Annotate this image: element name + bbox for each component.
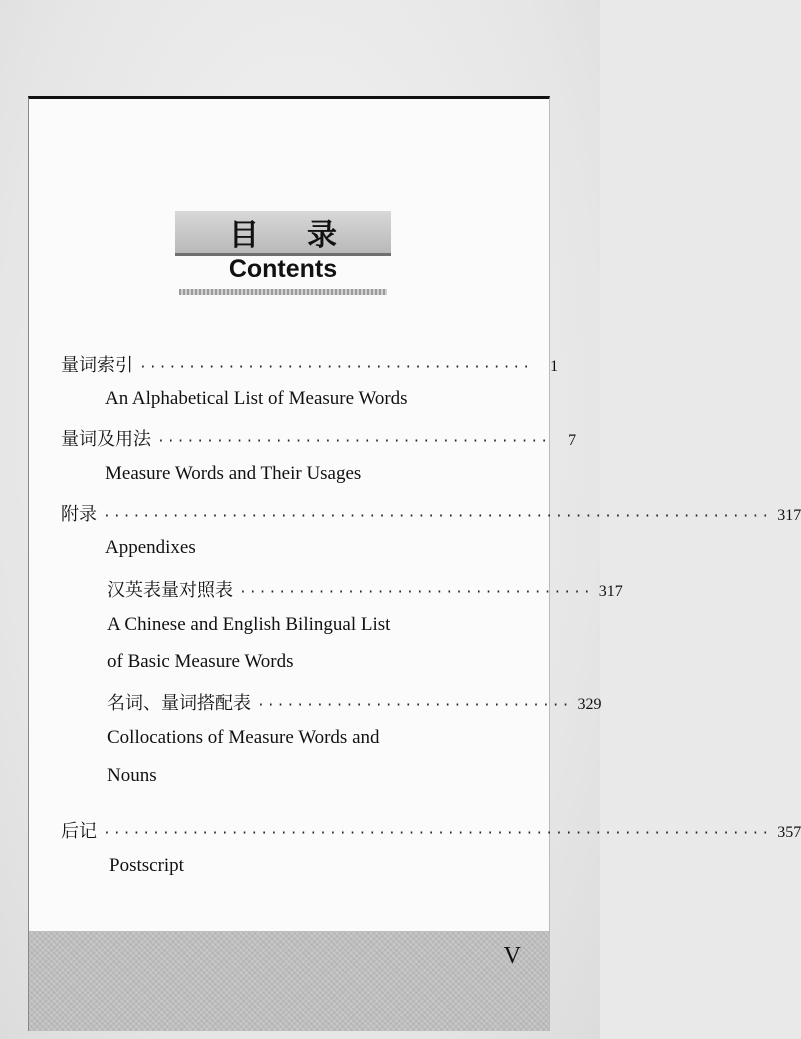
toc-entry-title: 汉英表量对照表 — [107, 580, 233, 601]
footer-band — [29, 931, 549, 1031]
dot-leader: ···································································· — [103, 509, 772, 524]
toc-entry-page: 1 — [550, 358, 559, 375]
page-number: V — [503, 943, 521, 969]
toc-entry-subtitle: An Alphabetical List of Measure Words — [105, 388, 408, 409]
toc-entry-measure-word-index[interactable] — [57, 351, 559, 377]
toc-entry-title: 量词及用法 — [61, 429, 151, 450]
toc-entry-title: 附录 — [61, 504, 97, 525]
toc-entry-bilingual-list[interactable] — [107, 576, 623, 602]
toc-entry-subtitle: Collocations of Measure Words and — [107, 727, 380, 748]
toc-entry-title: 名词、量词搭配表 — [107, 693, 251, 714]
toc-entry-subtitle: Measure Words and Their Usages — [105, 463, 362, 484]
dot-leader: ········································ — [157, 434, 551, 449]
heading-chinese: 目录 — [175, 211, 391, 256]
toc-entry-measure-words-usage[interactable] — [57, 425, 577, 451]
toc-entry-subtitle: Nouns — [107, 765, 157, 786]
toc-entry-collocations[interactable] — [107, 689, 602, 715]
toc-entry-page: 317 — [598, 583, 623, 600]
dot-leader: ········································ — [139, 360, 533, 375]
toc-entry-page: 329 — [577, 696, 602, 713]
toc-entry-postscript[interactable] — [57, 817, 801, 843]
dot-leader: ································ — [257, 698, 572, 713]
book-page — [28, 96, 801, 1031]
toc-entry-page: 357 — [777, 824, 801, 841]
toc-entry-title: 后记 — [61, 821, 97, 842]
toc-entry-subtitle: Appendixes — [105, 537, 196, 558]
toc-entry-page: 7 — [568, 432, 577, 449]
toc-entry-subtitle: A Chinese and English Bilingual List — [107, 614, 391, 635]
toc-entry-subtitle: Postscript — [109, 855, 184, 876]
table-of-contents — [29, 99, 801, 1031]
dot-leader: ···································· — [239, 585, 593, 600]
toc-entry-appendixes[interactable] — [57, 500, 801, 526]
toc-entry-subtitle: of Basic Measure Words — [107, 651, 294, 672]
toc-entry-title: 量词索引 — [61, 355, 133, 376]
heading-english: Contents — [228, 255, 338, 283]
toc-entry-page: 317 — [777, 507, 801, 524]
dot-leader: ···································································· — [103, 826, 772, 841]
